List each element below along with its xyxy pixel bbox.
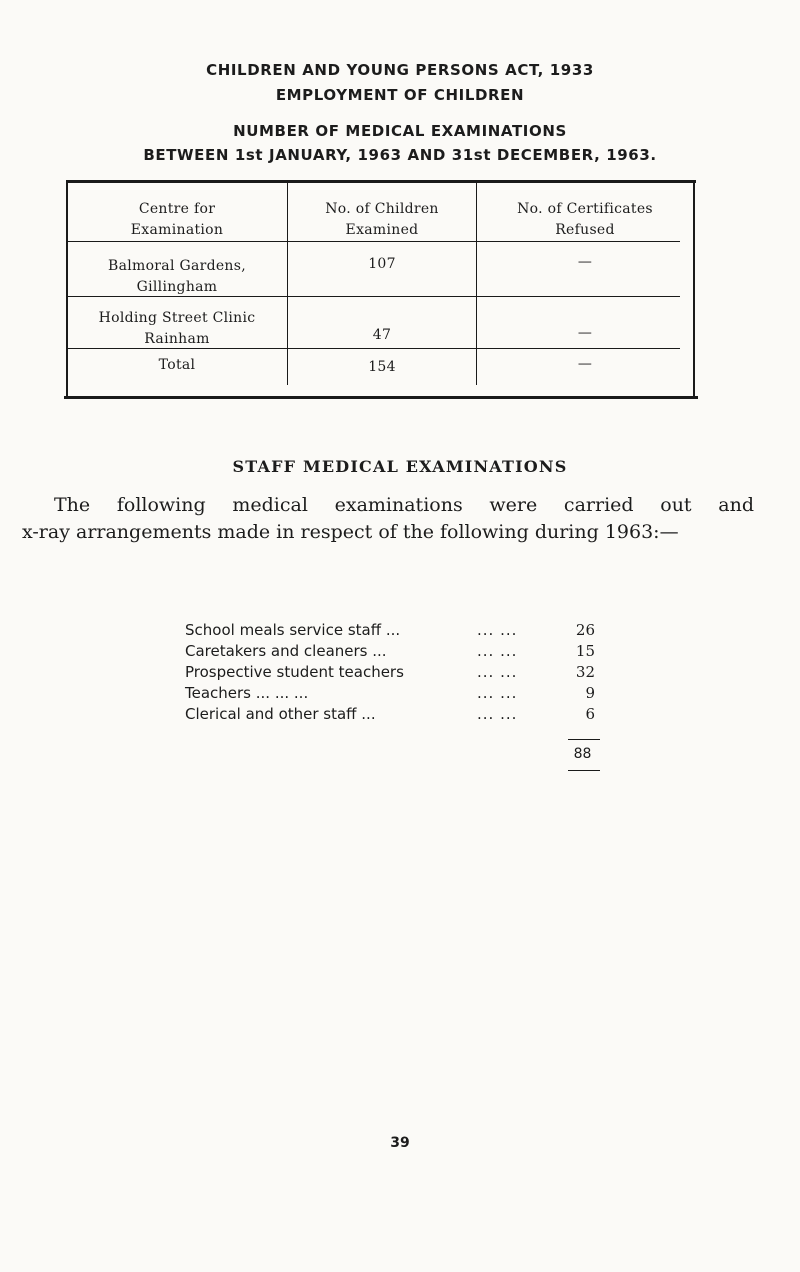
list-item-label: Clerical and other staff ... <box>185 705 376 723</box>
leader-dots: ... ... <box>477 684 518 702</box>
staff-total: 88 <box>573 746 592 762</box>
leader-dots: ... ... <box>477 642 518 660</box>
list-item <box>185 663 605 684</box>
column-header-examined: No. of Children Examined <box>325 201 439 238</box>
list-item <box>185 642 605 663</box>
act-title: CHILDREN AND YOUNG PERSONS ACT, 1933 <box>206 61 594 79</box>
table-row-centre: Holding Street Clinic Rainham <box>98 310 256 347</box>
list-item-value: 15 <box>575 642 595 660</box>
list-item-value: 9 <box>585 684 595 702</box>
table-row-examined: 47 <box>372 327 392 343</box>
table-row-refused: — <box>577 325 593 341</box>
table-bottom-border <box>64 396 698 399</box>
table-row-refused: — <box>577 356 593 372</box>
list-item-label: Caretakers and cleaners ... <box>185 642 387 660</box>
column-header-centre: Centre for Examination <box>130 201 224 238</box>
intro-line: x-ray arrangements made in respect of the following during 1963:— <box>22 521 679 543</box>
leader-dots: ... ... <box>477 705 518 723</box>
table-row-examined: 107 <box>368 256 396 272</box>
leader-dots: ... ... <box>477 663 518 681</box>
leader-dots: ... ... <box>477 621 518 639</box>
list-item-value: 6 <box>585 705 595 723</box>
table-title: NUMBER OF MEDICAL EXAMINATIONS <box>233 122 567 140</box>
list-item <box>185 705 605 726</box>
table-row-centre: Balmoral Gardens, Gillingham <box>107 258 246 295</box>
list-item-label: Prospective student teachers <box>185 663 404 681</box>
table-row-examined: 154 <box>368 359 396 375</box>
intro-line: The following medical examinations were carried out and <box>54 494 754 516</box>
sum-rule-top <box>568 739 600 740</box>
list-item-label: School meals service staff ... <box>185 621 401 639</box>
staff-section-title: STAFF MEDICAL EXAMINATIONS <box>232 457 568 476</box>
examinations-table <box>0 0 800 420</box>
list-item <box>185 684 605 705</box>
table-row-centre: Total <box>158 357 196 373</box>
list-item-value: 32 <box>575 663 595 681</box>
row-divider <box>68 241 680 242</box>
table-right-border <box>693 181 695 398</box>
table-row-refused: — <box>577 254 593 270</box>
staff-intro-paragraph <box>22 492 754 546</box>
table-period: BETWEEN 1st JANUARY, 1963 AND 31st DECEMBER, 1963. <box>143 146 657 164</box>
column-header-refused: No. of Certificates Refused <box>517 201 653 238</box>
table-top-border <box>66 180 696 183</box>
list-item <box>185 621 605 642</box>
list-item-label: Teachers ... ... ... <box>185 684 309 702</box>
sum-rule-bottom <box>568 770 600 771</box>
list-item-value: 26 <box>575 621 595 639</box>
section-subtitle: EMPLOYMENT OF CHILDREN <box>275 86 525 104</box>
page-number: 39 <box>390 1135 410 1151</box>
